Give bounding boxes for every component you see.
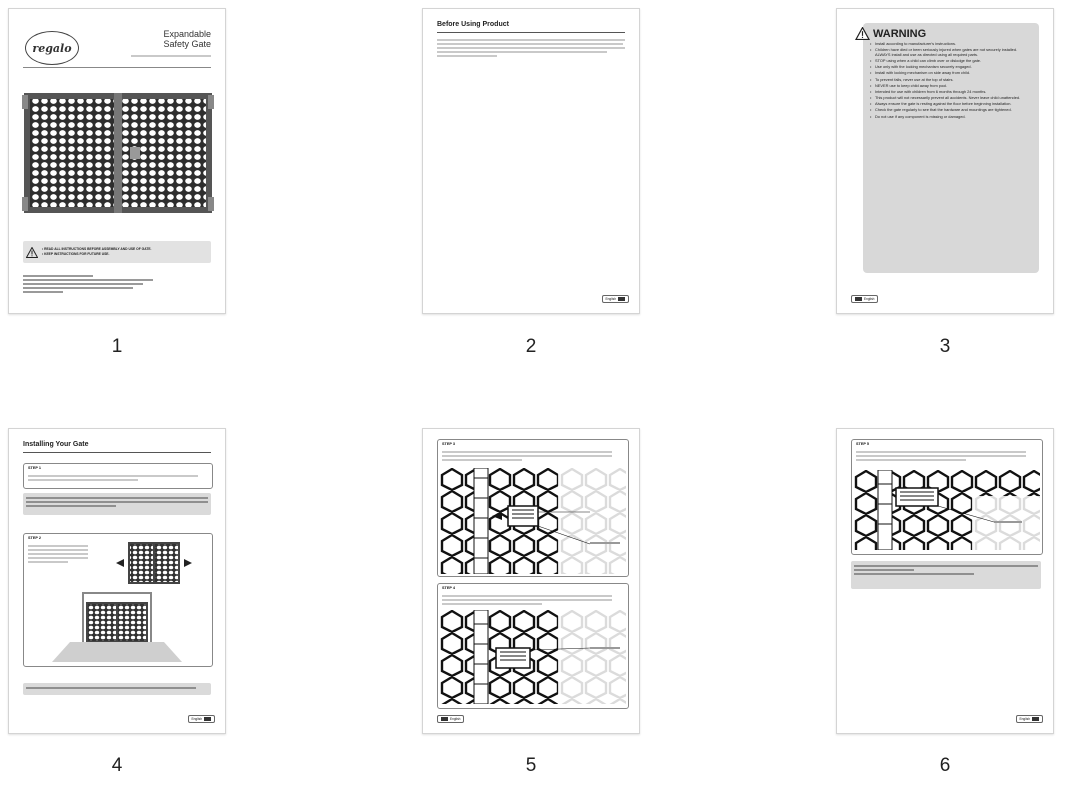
step-4-label: STEP 4 [442, 586, 456, 590]
step-5-box [851, 439, 1043, 555]
warning-item: • Check the gate regularly to see that the hardware and mountings are tightened. [869, 108, 1033, 113]
page-number-4: 4 [111, 755, 123, 776]
warning-line-2: • KEEP INSTRUCTIONS FOR FUTURE USE. [42, 252, 110, 256]
warning-item: • Install according to manufacturer's instructions. [869, 42, 1033, 47]
warning-item: • STOP using when a child can climb over or dislodge the gate. [869, 59, 1033, 64]
step-1-box [23, 463, 213, 489]
step-4-mount-illustration [440, 610, 626, 704]
language-label: English [864, 297, 875, 301]
warning-item: • Always ensure the gate is resting against the floor before beginning installation. [869, 102, 1033, 107]
language-label: English [191, 717, 202, 721]
warning-item: • This product will not necessarily prevent all accidents. Never leave child unattended. [869, 96, 1033, 101]
step-5-note [851, 561, 1041, 589]
manual-page-6[interactable] [836, 428, 1054, 734]
language-tab[interactable] [1016, 715, 1043, 723]
warning-item: • Children have died or been seriously injured when gates are not securely installed. ALWAYS install and use as directed using all required parts. [869, 48, 1033, 57]
title-line-1: Expandable [163, 29, 211, 39]
model-line [131, 53, 211, 59]
step-3-box [437, 439, 629, 577]
language-tab[interactable] [602, 295, 629, 303]
step-2-note [23, 683, 211, 695]
page-number-6: 6 [939, 755, 951, 776]
page-number-5: 5 [525, 755, 537, 776]
manual-page-2[interactable] [422, 8, 640, 314]
warning-item: • Use only with the locking mechanism securely engaged. [869, 65, 1033, 70]
step-5-label: STEP 5 [856, 442, 870, 446]
warning-heading: WARNING [873, 27, 927, 40]
warning-item: • Intended for use with children from 6 months through 24 months. [869, 90, 1033, 95]
manual-page-4[interactable] [8, 428, 226, 734]
step-2-box [23, 533, 213, 667]
language-label: English [1019, 717, 1030, 721]
page-1-warning-bar [23, 241, 211, 263]
page-4-heading: Installing Your Gate [23, 441, 89, 448]
page-2-text [437, 37, 627, 59]
language-label: English [450, 717, 461, 721]
language-tab[interactable] [188, 715, 215, 723]
warning-triangle-icon [855, 27, 870, 40]
language-label: English [605, 297, 616, 301]
gate-illustration [22, 89, 214, 219]
warning-item: • Install with locking mechanism on side away from child. [869, 71, 1033, 76]
step-4-box [437, 583, 629, 709]
warning-box [863, 23, 1039, 273]
page-number-2: 2 [525, 336, 537, 357]
warning-item: • To prevent falls, never use at the top of stairs. [869, 78, 1033, 83]
divider [23, 67, 211, 68]
page-1-title [163, 29, 211, 49]
page-1-footer-info [23, 273, 163, 295]
page-number-1: 1 [111, 336, 123, 357]
gate-width-illustration [114, 540, 194, 586]
step-5-mount-illustration [854, 470, 1040, 550]
title-line-2: Safety Gate [163, 39, 211, 49]
warning-triangle-icon [26, 247, 38, 258]
page-number-3: 3 [939, 336, 951, 357]
language-tab[interactable] [437, 715, 464, 723]
page-2-heading: Before Using Product [437, 21, 509, 28]
warning-item: • Do not use if any component is missing or damaged. [869, 115, 1033, 120]
logo-text: regalo [32, 41, 72, 55]
manual-page-5[interactable] [422, 428, 640, 734]
regalo-logo [25, 31, 79, 65]
step-3-label: STEP 3 [442, 442, 456, 446]
manual-page-3[interactable] [836, 8, 1054, 314]
language-tab[interactable] [851, 295, 878, 303]
warning-item: • NEVER use to keep child away from pool. [869, 84, 1033, 89]
step-1-note [23, 493, 211, 515]
divider [23, 452, 211, 453]
divider [437, 32, 625, 33]
step-3-mount-illustration [440, 468, 626, 574]
step-2-label: STEP 2 [28, 536, 42, 540]
step-1-label: STEP 1 [28, 466, 42, 470]
warning-line-1: • READ ALL INSTRUCTIONS BEFORE ASSEMBLY AND USE OF GATE. [42, 247, 152, 251]
doorway-illustration [52, 590, 182, 662]
manual-page-1[interactable] [8, 8, 226, 314]
